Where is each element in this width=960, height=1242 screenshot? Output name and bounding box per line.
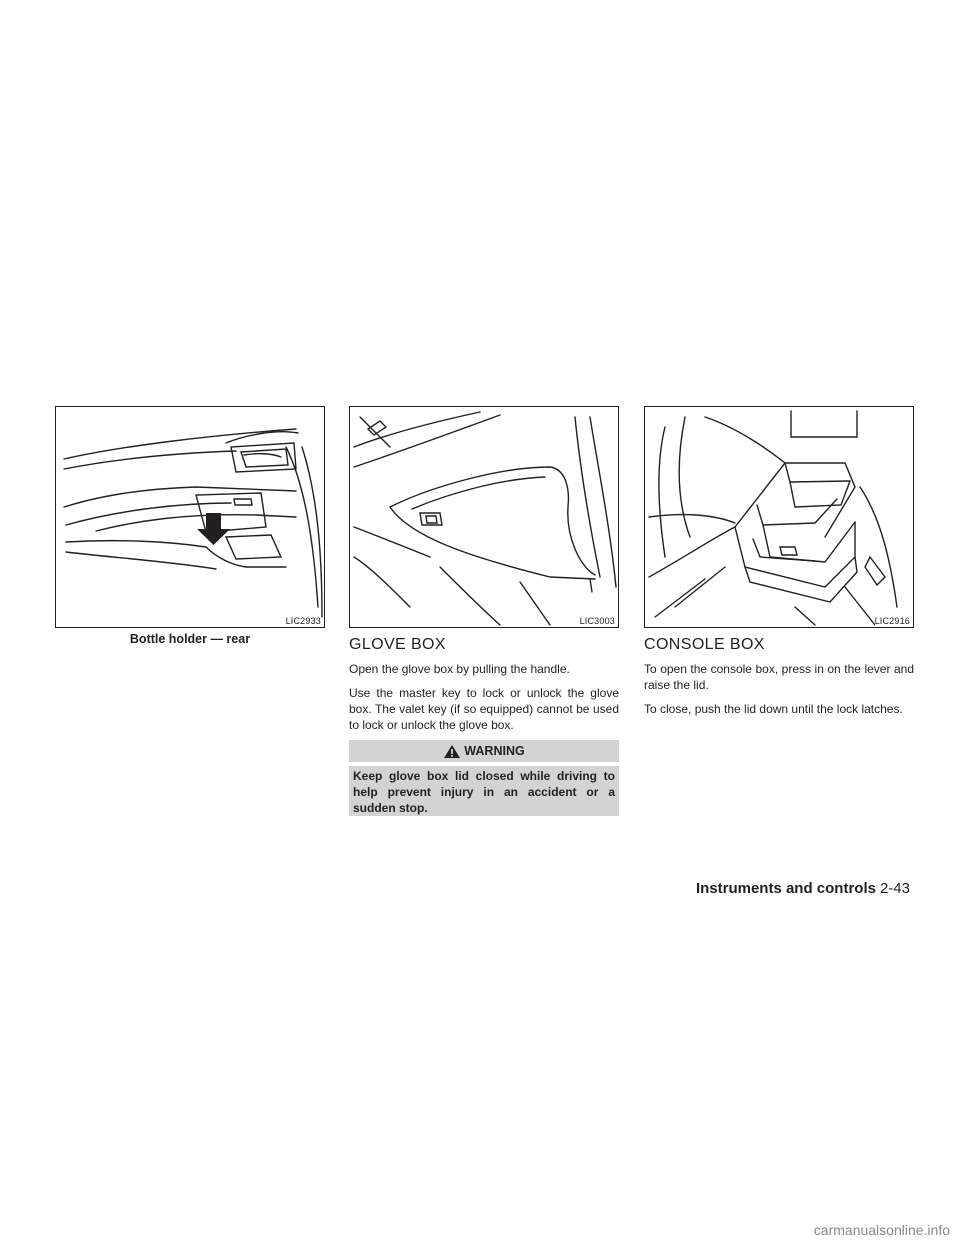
- paragraph: Open the glove box by pulling the handle.: [349, 662, 570, 676]
- console-box-illustration: [645, 407, 913, 627]
- warning-title: WARNING: [464, 744, 525, 758]
- footer-section-title: Instruments and controls: [695, 880, 876, 897]
- warning-text: Keep glove box lid closed while driving to help prevent injury in an accident or a sudden stop.: [349, 766, 619, 816]
- paragraph: Use the master key to lock or unlock the glove box. The valet key (if so equipped) cannot be used to lock or unlock the glove box.: [349, 686, 619, 732]
- warning-header: [349, 740, 619, 762]
- section-heading-glove-box: GLOVE BOX: [349, 636, 446, 653]
- bottle-holder-illustration: [56, 407, 324, 627]
- figure-console-box: [644, 406, 914, 628]
- paragraph: To open the console box, press in on the lever and raise the lid.: [644, 662, 914, 692]
- figure-glove-box: [349, 406, 619, 628]
- section-heading-console-box: CONSOLE BOX: [644, 636, 765, 653]
- page-footer: [620, 880, 910, 897]
- figure-code: LIC3003: [579, 616, 615, 626]
- page-number: 2-43: [879, 880, 910, 897]
- warning-triangle-icon: [443, 744, 461, 759]
- watermark: carmanualsonline.info: [813, 1222, 950, 1238]
- figure-caption: Bottle holder — rear: [129, 632, 251, 646]
- figure-bottle-holder: [55, 406, 325, 628]
- figure-code: LIC2933: [285, 616, 321, 626]
- paragraph: To close, push the lid down until the lock latches.: [644, 702, 903, 716]
- figure-code: LIC2916: [874, 616, 910, 626]
- glove-box-illustration: [350, 407, 618, 627]
